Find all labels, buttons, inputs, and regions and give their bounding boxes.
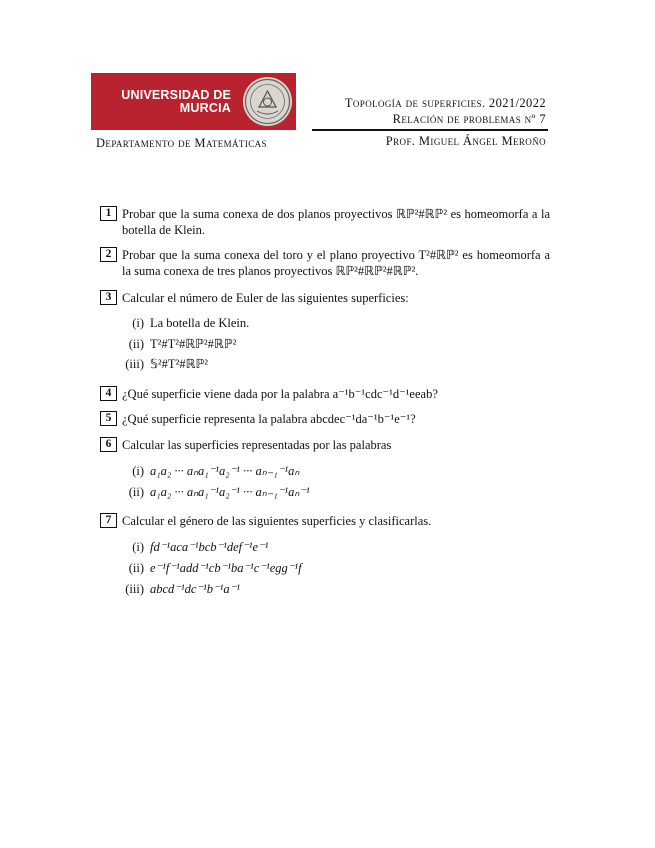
- problem-6-item: [118, 484, 310, 500]
- item-text: T²#T²#ℝℙ²#ℝℙ²: [150, 337, 237, 351]
- header-rule: [312, 129, 548, 131]
- problem-text: Calcular el número de Euler de las siguientes superficies:: [122, 291, 409, 305]
- problem-number: 2: [100, 247, 117, 262]
- problem-2: [100, 247, 550, 279]
- problem-5: [100, 411, 550, 427]
- problem-text: Calcular las superficies representadas por las palabras: [122, 438, 392, 452]
- problem-text: ¿Qué superficie representa la palabra abcdec⁻¹da⁻¹b⁻¹e⁻¹?: [122, 412, 416, 426]
- course-title: Topología de superficies. 2021/2022: [344, 96, 546, 110]
- item-text: a₁a₂ ··· aₙa₁⁻¹a₂⁻¹ ··· aₙ₋₁⁻¹aₙ⁻¹: [150, 485, 310, 499]
- item-label: (ii): [128, 561, 144, 575]
- problem-number: 6: [100, 437, 117, 452]
- university-name: [91, 89, 231, 115]
- problem-number: 1: [100, 206, 117, 221]
- problem-3-item: [118, 316, 249, 331]
- problem-6: [100, 437, 550, 453]
- problem-1: [100, 206, 550, 238]
- problem-number: 5: [100, 411, 117, 426]
- problem-3-item: [118, 356, 208, 372]
- item-label: (i): [132, 540, 144, 554]
- university-line2: MURCIA: [179, 100, 231, 115]
- item-label: (ii): [128, 337, 144, 351]
- item-label: (i): [132, 316, 144, 330]
- problem-number: 4: [100, 386, 117, 401]
- item-text: La botella de Klein.: [150, 316, 250, 330]
- problem-text: Probar que la suma conexa de dos planos proyectivos ℝℙ²#ℝℙ² es homeomorfa a la botella de Klein.: [122, 207, 550, 237]
- item-text: abcd⁻¹dc⁻¹b⁻¹a⁻¹: [150, 582, 240, 596]
- problem-text: Calcular el género de las siguientes superficies y clasificarlas.: [122, 514, 432, 528]
- item-label: (iii): [125, 582, 144, 596]
- item-label: (ii): [128, 485, 144, 499]
- item-label: (i): [132, 464, 144, 478]
- problem-7: [100, 513, 550, 529]
- item-text: 𝕊²#T²#ℝℙ²: [150, 357, 208, 371]
- problem-3-item: [118, 336, 236, 352]
- sheet-title: Relación de problemas nº 7: [392, 112, 546, 126]
- problem-number: 7: [100, 513, 117, 528]
- problem-text: ¿Qué superficie viene dada por la palabra a⁻¹b⁻¹cdc⁻¹d⁻¹eeab?: [122, 387, 438, 401]
- university-line1: UNIVERSIDAD DE: [121, 87, 231, 102]
- department: Departamento de Matemáticas: [96, 136, 267, 150]
- university-seal-icon: [243, 77, 292, 126]
- professor: Prof. Miguel Ángel Meroño: [385, 134, 546, 148]
- problem-3: [100, 290, 550, 306]
- item-label: (iii): [125, 357, 144, 371]
- problem-4: [100, 386, 550, 402]
- item-text: e⁻¹f⁻¹add⁻¹cb⁻¹ba⁻¹c⁻¹egg⁻¹f: [150, 561, 302, 575]
- problem-7-item: [118, 560, 302, 576]
- item-text: a₁a₂ ··· aₙa₁⁻¹a₂⁻¹ ··· aₙ₋₁⁻¹aₙ: [150, 464, 300, 478]
- problem-6-item: [118, 463, 299, 479]
- problem-text: Probar que la suma conexa del toro y el plano proyectivo T²#ℝℙ² es homeomorfa a la suma conexa de tres planos proyectivos ℝℙ²#ℝℙ²#ℝℙ².: [122, 248, 550, 278]
- problem-number: 3: [100, 290, 117, 305]
- item-text: fd⁻¹aca⁻¹bcb⁻¹def⁻¹e⁻¹: [150, 540, 269, 554]
- problem-7-item: [118, 581, 240, 597]
- problem-7-item: [118, 539, 268, 555]
- university-logo: [91, 73, 296, 130]
